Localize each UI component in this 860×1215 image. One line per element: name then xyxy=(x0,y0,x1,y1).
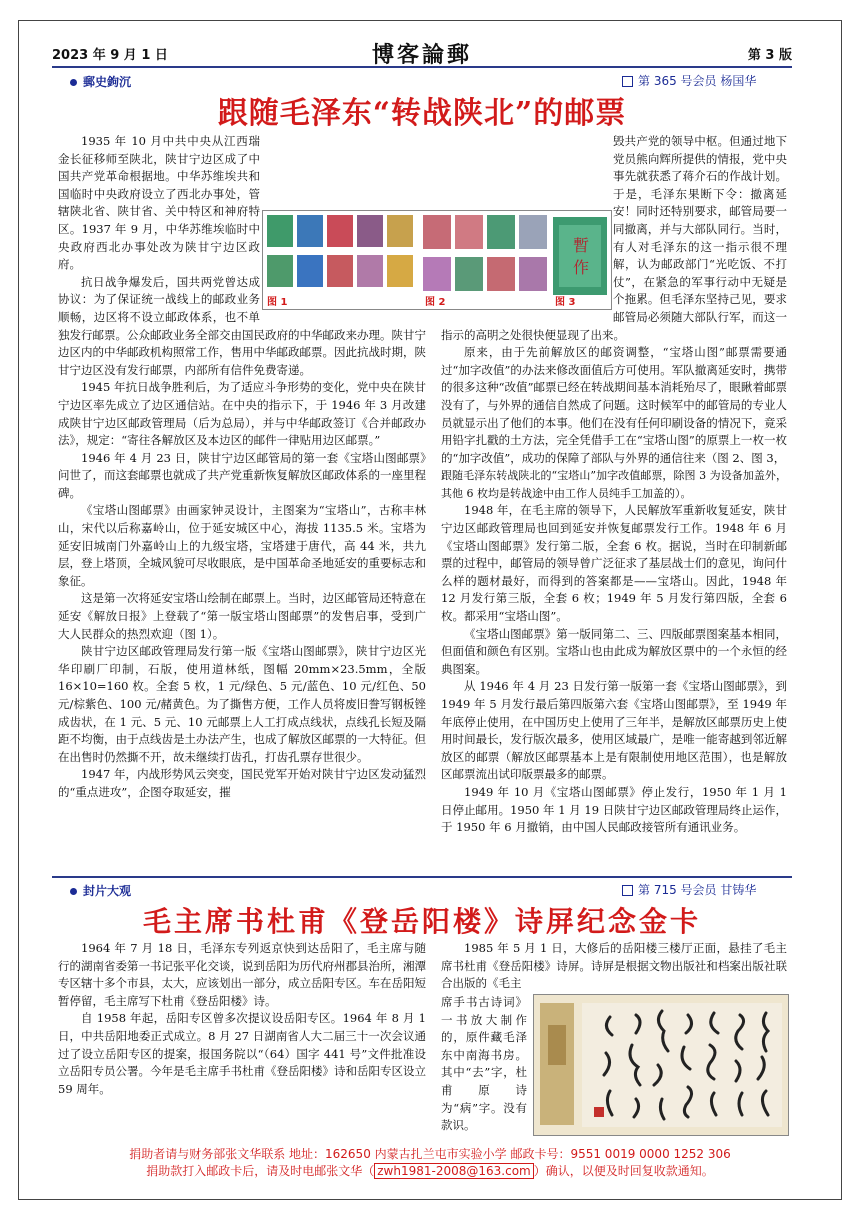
page-number: 第 3 版 xyxy=(747,48,792,63)
author-byline-2: 第 715 号会员 甘铸华 xyxy=(622,881,756,898)
article-title: 跟随毛泽东“转战陕北”的邮票 xyxy=(217,96,627,131)
paragraph: 1945 年抗日战争胜利后，为了适应斗争形势的变化，党中央在陕甘宁边区率先成立了边区通信站。在中央的指示下，于 1946 年 3 月改建成陕甘宁边区邮政管理局（后为总局），并与中华邮政签订《合并邮政办法》，规定：“寄往各解放区及本边区的邮件一律贴用边区邮票。” xyxy=(58,380,426,448)
stamp-figure xyxy=(262,210,612,310)
paragraph: 这是第一次将延安宝塔山绘制在邮票上。当时，边区邮管局还特意在延安《解放日报》上登载了“第一版宝塔山图邮票”的发售启事，受到广大人民群众的热烈欢迎（图 1）。 xyxy=(58,591,426,641)
checkbox-icon xyxy=(622,76,633,87)
author-byline: 第 365 号会员 杨国华 xyxy=(622,72,756,89)
footer-line-1: 捐助者请与财务部张文华联系 地址：162650 内蒙古扎兰屯市实验小学 邮政卡号：9551 0019 0000 1252 306 xyxy=(129,1147,731,1161)
paragraph: 陕甘宁边区邮政管理局发行第一版《宝塔山图邮票》，陕甘宁边区光华印刷厂印制，石版，使用道林纸，图幅 20mm×23.5mm，全版 16×10=160 枚。全套 5 枚，1 元/绿色、5 元/蓝色、10 元/红色、50 元/棕紫色、100 元/赭黄色。为了撕售方便，工作人员将废旧誊写钢板锉成齿状，在 1 元、5 元、10 元邮票上人工打成点线状，点线孔长短及隔距不均衡，由于点线齿是土办法产生，也成了解放区邮票的一大特征。但在出售时仍然撕不开，故未继续打齿孔，打齿孔票存世很少。 xyxy=(58,644,426,764)
paragraph: 《宝塔山图邮票》由画家钟灵设计，主图案为“宝塔山”，古称丰林山，宋代以后称嘉岭山，位于延安城区中心，海拔 1135.5 米。宝塔为延安旧城南门外嘉岭山上的九级宝塔，宝塔建于唐代，高 44 米，共九层，登上塔顶，全城风貌可尽收眼底，是中国革命圣地延安的重要标志和象征。 xyxy=(58,503,426,588)
column-label-postal-history: 郵史鉤沉 xyxy=(70,73,131,90)
paragraph: 1946 年 4 月 23 日，陕甘宁边区邮管局的第一套《宝塔山图邮票》问世了，而这套邮票也就成了共产党重新恢复解放区邮政体系的一座里程碑。 xyxy=(58,450,426,500)
paragraph: 席手书古诗词》一书放大制作的，原件藏毛泽东中南海书房。其中“去”字，杜甫原诗为“病”字。没有款识。 xyxy=(441,995,527,1133)
footer-donation-info xyxy=(28,1146,832,1180)
calligraphy-illustration xyxy=(534,995,788,1135)
header-rule xyxy=(52,66,792,68)
article2-left-column xyxy=(58,940,426,1098)
figure-label-1: 图 1 xyxy=(267,297,288,308)
column-label-covers: 封片大观 xyxy=(70,882,131,899)
article-title-2: 毛主席书杜甫《登岳阳楼》诗屏纪念金卡 xyxy=(142,905,701,938)
issue-date: 2023 年 9 月 1 日 xyxy=(52,48,168,63)
newspaper-title: 博客論郵 xyxy=(371,42,472,68)
article2-right-column xyxy=(441,940,787,993)
paragraph: 原来，由于先前解放区的邮资调整，“宝塔山图”邮票需要通过“加字改值”的办法来修改面值后方可使用。军队撤离延安时，携带的很多这种“改值”邮票已经在转战期间基本消耗殆尽了，眼瞅着邮票没有了，与外界的通信自然成了问题。这时候军中的邮管局的专业人员就显示出了他们的本事。他们在没有任何印刷设备的情况下，竟采用铅字扎戳的土方法，完全凭借手工在“宝塔山图”的原票上一枚一枚的“加字改值”，成功的保障了部队与外界的通信往来（图 2、图 3， xyxy=(441,345,787,465)
paragraph: 毁共产党的领导中枢。但通过地下党员熊向辉所提供的情报，党中央事先就获悉了蒋介石的作战计划。于是，毛泽东果断下令：撤离延安！同时还特别要求，邮管局要一同撤离，并与大部队同行。当时，有人对毛泽东的这一指示很不理解，认为邮政部门“光吃饭、不打仗”，在紧急的军事行动中无疑是个拖累。但毛泽东坚持己见，要求邮管局必须随大部队行军，而这一指示的高明之处很快便显现了出来。 xyxy=(441,134,787,342)
calligraphy-image xyxy=(533,994,789,1136)
paragraph: 1964 年 7 月 18 日，毛泽东专列返京快到达岳阳了，毛主席与随行的湖南省委第一书记张平化交谈，说到岳阳为历代府州郡县治所，湘潭专区辖十多个市县，太大，应该划出一部分，成立岳阳专区。车在岳阳短暂停留，毛主席写下杜甫《登岳阳楼》诗。 xyxy=(58,941,426,1008)
paragraph: 跟随毛泽东转战陕北的“宝塔山”加字改值邮票，除图 3 为设备加盖外，其他 6 枚均是转战途中由工作人员纯手工加盖的）。 xyxy=(441,469,787,500)
paragraph: 从 1946 年 4 月 23 日发行第一版第一套《宝塔山图邮票》，到 1949 年 5 月发行最后第四版第六套《宝塔山图邮票》，至 1949 年年底停止使用，在中国历史上使用了三年半，是解放区邮票历史上使用时间最长，发行版次最多，使用区域最广，是唯一能寄越到邻近解放区的邮票（解放区邮票基本上是有限制使用地区范围），也是解放区邮票流出试印版票最多的邮票。 xyxy=(441,679,787,782)
figure-label-2: 图 2 xyxy=(425,297,446,308)
masthead xyxy=(52,38,792,66)
paragraph: 自 1958 年起，岳阳专区曾多次提议设岳阳专区。1964 年 8 月 1 日，中共岳阳地委正式成立。8 月 27 日湖南省人大二届三十一次会议通过了设立岳阳专区的提案，报国务院以“（64）国字 441 号”文件批准设立岳阳专员公署。今年是毛主席手书杜甫《登岳阳楼》诗和岳阳专区设立 59 周年。 xyxy=(58,1011,426,1096)
svg-text:暫: 暫 xyxy=(573,236,590,255)
bullet-icon xyxy=(70,79,77,86)
section-rule xyxy=(52,876,792,878)
paragraph: 《宝塔山图邮票》第一版同第二、三、四版邮票图案基本相同，但面值和颜色有区别。宝塔山也由此成为解放区票中的一个永恒的经典图案。 xyxy=(441,626,787,676)
footer-line-2: 捐助款打入邮政卡后，请及时电邮张文华（ zwh1981-2008@163.com ）确认，以便及时回复收款通知。 xyxy=(146,1164,714,1178)
paragraph: 抗日战争爆发后，国共两党曾达成协议：为了保证统一战线上的邮政业务顺畅，边区将不设立邮政体系，也不单独发行邮票。公众邮政业务全部交由国民政府的中华邮政来办理。陕甘宁边区内的中华邮政机构照常工作，售用中华邮政邮票。因此抗战时期，陕甘宁边区没有发行邮票，内部所有信件免费寄递。 xyxy=(58,274,426,377)
bullet-icon xyxy=(70,888,77,895)
email-link[interactable]: zwh1981-2008@163.com xyxy=(374,1163,533,1179)
paragraph: 1985 年 5 月 1 日，大修后的岳阳楼三楼厅正面，悬挂了毛主席书杜甫《登岳阳楼》诗屏。诗屏是根据文物出版社和档案出版社联合出版的《毛主 xyxy=(441,941,787,991)
article2-right-column-wrap xyxy=(441,994,527,1135)
paragraph: 1948 年，在毛主席的领导下，人民解放军重新收复延安，陕甘宁边区邮政管理局也回到延安并恢复邮票发行工作。1948 年 6 月《宝塔山图邮票》发行第二版，全套 6 枚。据说，当时在印制新邮票的过程中，邮管局的领导曾广泛征求了基层战士们的意见，询问什么样的题材最好，而得到的答案都是——宝塔山。因此，1948 年 12 月发行第三版，全套 6 枚；1949 年 5 月发行第四版，全套 6 枚。都采用“宝塔山图”。 xyxy=(441,503,787,624)
svg-text:作: 作 xyxy=(573,258,590,277)
paragraph: 1949 年 10 月《宝塔山图邮票》停止发行，1950 年 1 月 1 日停止邮用。1950 年 1 月 19 日陕甘宁边区邮政管理局终止运作，于 1950 年 6 月撤销，由中国人民邮政接管所有通讯业务。 xyxy=(441,784,787,835)
paragraph: 1935 年 10 月中共中央从江西瑞金长征移师至陕北，陕甘宁边区成了中国共产党革命根据地。中华苏维埃共和国临时中央政府设立了西北办事处，管辖陕北省、陕甘省、关中特区和神府特区。1937 年 9 月，中华苏维埃临时中央政府西北办事处改为陕甘宁边区政府。 xyxy=(58,134,260,272)
paragraph: 1947 年，内战形势风云突变，国民党军开始对陕甘宁边区发动猛烈的“重点进攻”，企图夺取延安，摧 xyxy=(58,767,426,799)
figure-label-3: 图 3 xyxy=(555,297,576,308)
checkbox-icon xyxy=(622,885,633,896)
